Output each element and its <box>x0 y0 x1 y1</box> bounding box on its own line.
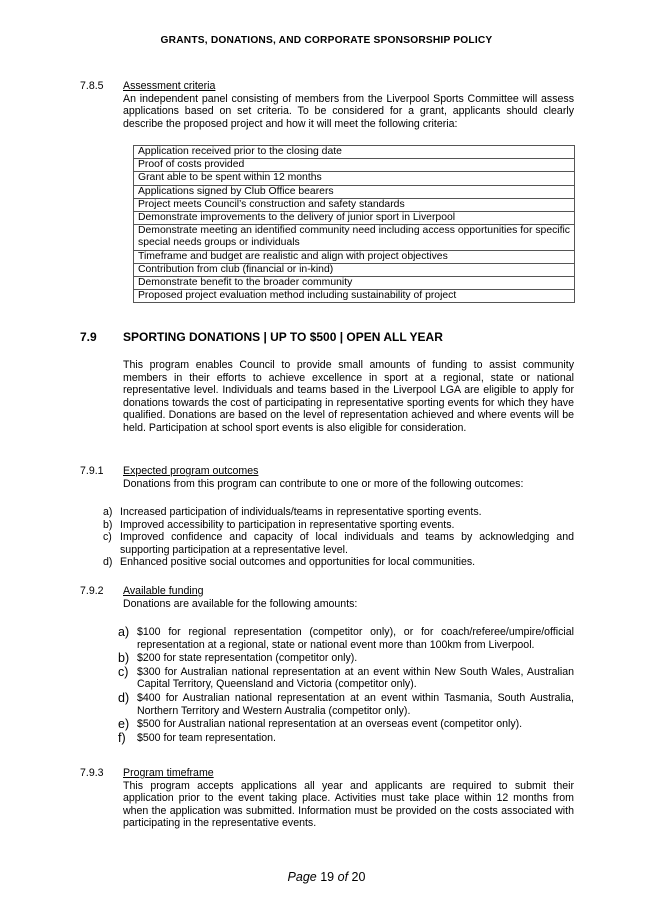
section-text: An independent panel consisting of members from the Liverpool Sports Committee will assess applications based on set criteria. To be considered for a grant, applicants should clearly describe the proposed project and how it will meet the following criteria: <box>123 92 574 130</box>
table-cell: Project meets Council’s construction and safety standards <box>134 198 575 211</box>
list-item <box>118 666 574 691</box>
list-letter: b) <box>118 651 130 666</box>
list-letter: d) <box>118 690 130 705</box>
list-text: $200 for state representation (competitor only). <box>137 652 358 665</box>
list-item <box>118 692 574 717</box>
list-text: Enhanced positive social outcomes and opportunities for local communities. <box>120 556 476 569</box>
table-row <box>134 225 575 250</box>
section-text: This program enables Council to provide small amounts of funding to assist community members in their efforts to achieve excellence in sport at a regional, state or national representative level. Individuals and teams based in the Liverpool LGA are eligible to apply for donations towards the cost of participating in representative sporting events for which they have qualified. Donations are based on the level of representation achieved and where events will be held. Participation at school sport events is also eligible for consideration. <box>123 359 574 434</box>
section-text: Donations are available for the following amounts: <box>123 597 358 610</box>
funding-list-wrap <box>120 626 574 744</box>
page-number: 19 <box>320 870 335 884</box>
section-text: This program accepts applications all year and applicants are required to submit their application prior to the event taking place. Activities must take place within 12 months from when the application was submitted. Information must be provided on the costs associated with participating in the representative events. <box>123 779 574 830</box>
list-letter: a) <box>103 506 113 518</box>
table-cell: Proof of costs provided <box>134 159 575 172</box>
section-number: 7.9.2 <box>80 585 104 597</box>
section-heading: Expected program outcomes <box>123 465 259 477</box>
section-number: 7.9.3 <box>80 767 104 779</box>
outcomes-list <box>103 506 574 569</box>
table-row <box>134 212 575 225</box>
list-text: Increased participation of individuals/teams in representative sporting events. <box>120 506 482 518</box>
page-label: Page <box>287 870 317 884</box>
section-number: 7.8.5 <box>80 80 104 92</box>
list-letter: a) <box>118 625 130 639</box>
list-text: Improved confidence and capacity of local individuals and teams by acknowledging and supporting participation at a representative level. <box>120 531 574 556</box>
list-letter: e) <box>118 717 130 732</box>
section-7-9-heading <box>80 330 443 344</box>
funding-list <box>118 626 574 744</box>
section-7-9-intro <box>80 359 574 435</box>
list-letter: c) <box>103 531 112 544</box>
list-text: Improved accessibility to participation in representative sporting events. <box>120 518 455 531</box>
page-header-title: GRANTS, DONATIONS, AND CORPORATE SPONSORSHIP POLICY <box>160 35 493 46</box>
page-footer <box>0 871 653 884</box>
table-cell: Applications signed by Club Office bearers <box>134 185 575 198</box>
list-letter: f) <box>118 730 126 745</box>
list-item <box>103 506 574 519</box>
table-cell: Grant able to be spent within 12 months <box>134 172 575 185</box>
section-7-9-3 <box>80 767 574 830</box>
table-cell: Demonstrate improvements to the delivery of junior sport in Liverpool <box>134 212 575 225</box>
section-number: 7.9.1 <box>80 465 104 477</box>
list-letter: b) <box>103 518 113 531</box>
table-cell: Proposed project evaluation method including sustainability of project <box>134 290 575 303</box>
section-7-8-5 <box>80 80 574 130</box>
section-heading: Program timeframe <box>123 767 214 779</box>
table-row <box>134 290 575 303</box>
list-text: $500 for team representation. <box>137 731 276 744</box>
list-text: $300 for Australian national representation at an event within New South Wales, Australian Capital Territory, Queensland and Victoria (competitor only). <box>137 665 574 691</box>
page-total: 20 <box>351 870 366 884</box>
table-row <box>134 250 575 263</box>
table-cell: Demonstrate meeting an identified community need including access opportunities for specific special needs groups or individuals <box>134 225 575 250</box>
section-7-9-2 <box>80 585 574 610</box>
table-cell: Demonstrate benefit to the broader community <box>134 277 575 290</box>
section-heading: Assessment criteria <box>123 80 216 92</box>
outcomes-list-wrap <box>103 506 574 569</box>
list-item <box>118 718 574 731</box>
list-letter: c) <box>118 664 129 679</box>
table-row <box>134 277 575 290</box>
list-item <box>103 519 574 532</box>
section-heading: Available funding <box>123 585 204 597</box>
table-row <box>134 159 575 172</box>
table-cell: Contribution from club (financial or in-kind) <box>134 263 575 276</box>
list-item <box>118 652 574 665</box>
list-item <box>103 531 574 556</box>
section-text: Donations from this program can contribute to one or more of the following outcomes: <box>123 477 524 490</box>
list-item <box>103 556 574 569</box>
section-7-9-1 <box>80 465 574 490</box>
list-text: $400 for Australian national representation at an event within Tasmania, South Australia, Northern Territory and Western Australia (competitor only). <box>137 691 574 717</box>
table-row <box>134 263 575 276</box>
table-cell: Timeframe and budget are realistic and align with project objectives <box>134 250 575 263</box>
of-label: of <box>337 870 349 884</box>
criteria-table <box>133 145 575 303</box>
list-item <box>118 732 574 745</box>
list-text: $500 for Australian national representation at an overseas event (competitor only). <box>137 718 523 731</box>
table-row <box>134 198 575 211</box>
list-item <box>118 626 574 651</box>
table-row <box>134 172 575 185</box>
table-row <box>134 185 575 198</box>
list-letter: d) <box>103 556 113 569</box>
section-heading: SPORTING DONATIONS | UP TO $500 | OPEN ALL YEAR <box>123 330 443 344</box>
section-number: 7.9 <box>80 330 97 344</box>
table-cell: Application received prior to the closing date <box>134 146 575 159</box>
table-row <box>134 146 575 159</box>
list-text: $100 for regional representation (competitor only), or for coach/referee/umpire/official representation at a regional, state or national event more than 100km from Liverpool. <box>137 626 574 651</box>
